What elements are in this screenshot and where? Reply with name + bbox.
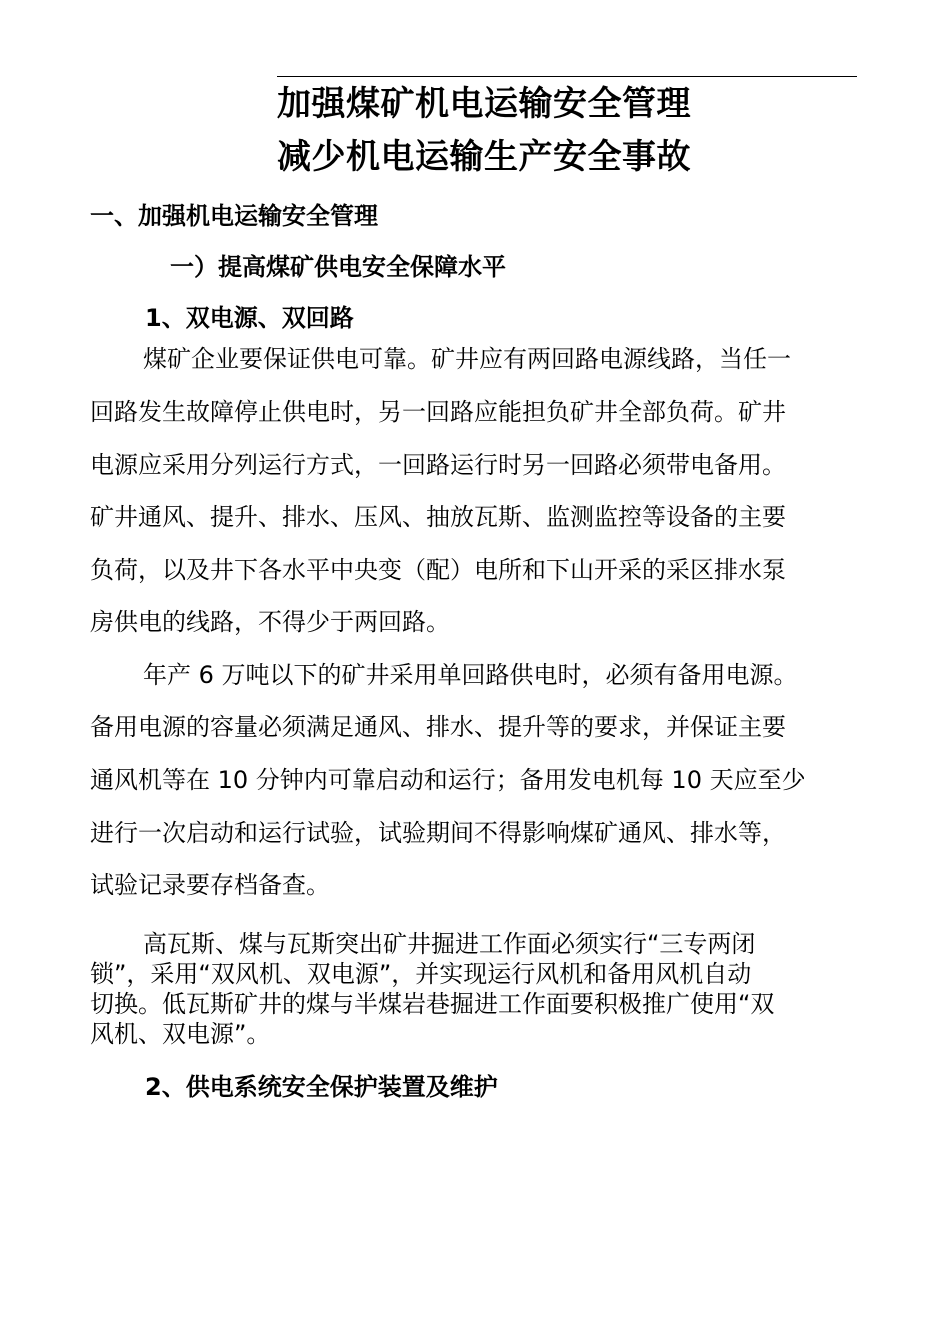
paragraph-line: 风机、双电源”。 <box>90 1020 271 1048</box>
paragraph-line: 通风机等在 10 分钟内可靠启动和运行；备用发电机每 10 天应至少 <box>90 766 806 794</box>
paragraph-line: 房供电的线路，不得少于两回路。 <box>90 608 450 636</box>
section-heading: 一、加强机电运输安全管理 <box>90 202 378 230</box>
paragraph-line: 电源应采用分列运行方式，一回路运行时另一回路必须带电备用。 <box>90 451 786 479</box>
paragraph-line: 进行一次启动和运行试验，试验期间不得影响煤矿通风、排水等， <box>90 819 786 847</box>
paragraph-line: 负荷，以及井下各水平中央变（配）电所和下山开采的采区排水泵 <box>90 556 786 584</box>
paragraph-line: 年产 6 万吨以下的矿井采用单回路供电时，必须有备用电源。 <box>143 661 798 689</box>
paragraph-line: 锁”，采用“双风机、双电源”，并实现运行风机和备用风机自动 <box>90 960 752 988</box>
paragraph-line: 矿井通风、提升、排水、压风、抽放瓦斯、监测监控等设备的主要 <box>90 503 786 531</box>
header-rule <box>277 76 857 77</box>
paragraph-line: 切换。低瓦斯矿井的煤与半煤岩巷掘进工作面要积极推广使用“双 <box>90 990 775 1018</box>
subsection-heading: 一）提高煤矿供电安全保障水平 <box>170 253 506 281</box>
paragraph-line: 回路发生故障停止供电时，另一回路应能担负矿井全部负荷。矿井 <box>90 398 786 426</box>
paragraph-line: 煤矿企业要保证供电可靠。矿井应有两回路电源线路，当任一 <box>143 345 791 373</box>
paragraph-line: 试验记录要存档备查。 <box>90 871 330 899</box>
paragraph-line: 备用电源的容量必须满足通风、排水、提升等的要求，并保证主要 <box>90 713 786 741</box>
item-heading-2: 2、供电系统安全保护装置及维护 <box>145 1073 498 1101</box>
item-heading-1: 1、双电源、双回路 <box>145 304 354 332</box>
paragraph-line: 高瓦斯、煤与瓦斯突出矿井掘进工作面必须实行“三专两闭 <box>143 930 756 958</box>
document-title-line-2: 减少机电运输生产安全事故 <box>277 137 691 177</box>
document-title-line-1: 加强煤矿机电运输安全管理 <box>277 84 691 124</box>
